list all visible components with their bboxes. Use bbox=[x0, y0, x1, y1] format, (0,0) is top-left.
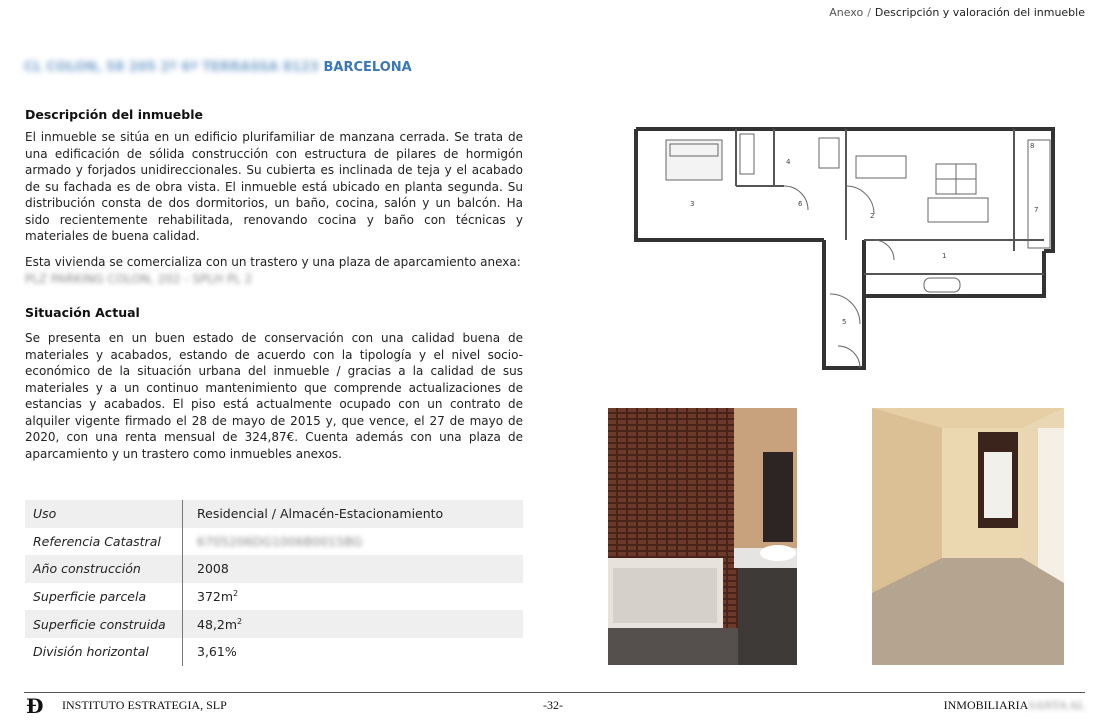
unit-exponent: 2 bbox=[237, 616, 243, 626]
property-address bbox=[24, 60, 412, 75]
table-label: División horizontal bbox=[25, 638, 183, 666]
table-value: Residencial / Almacén-Estacionamiento bbox=[183, 500, 524, 528]
table-value: 2008 bbox=[183, 555, 524, 583]
breadcrumb-current: Descripción y valoración del inmueble bbox=[874, 6, 1085, 19]
unit-exponent: 2 bbox=[233, 589, 239, 598]
table-label: Uso bbox=[25, 500, 183, 528]
table-label: Superficie construida bbox=[25, 610, 183, 638]
footer-divider bbox=[24, 692, 1085, 693]
annex-label: Esta vivienda se comercializa con un trastero y una plaza de aparcamiento anexa: bbox=[25, 255, 521, 269]
breadcrumb-section[interactable]: Anexo bbox=[829, 6, 864, 19]
plan-corridor-wall bbox=[824, 240, 864, 368]
table-label: Año construcción bbox=[25, 555, 183, 583]
footer-right bbox=[944, 698, 1085, 713]
table-row bbox=[25, 500, 523, 528]
room-number: 7 bbox=[1034, 206, 1039, 214]
situation-heading: Situación Actual bbox=[25, 305, 140, 320]
annex-redacted: PLZ PARKING COLON, 202 - SPLH PL 2 bbox=[25, 271, 253, 286]
address-city: BARCELONA bbox=[323, 60, 412, 75]
room-number: 4 bbox=[786, 158, 791, 166]
table-row bbox=[25, 610, 523, 638]
address-redacted: CL COLON, 58 205 2º 6ª TERRASSA 8123 bbox=[24, 60, 319, 75]
plan-left-wall bbox=[636, 129, 824, 240]
property-data-table bbox=[25, 500, 523, 666]
table-label: Referencia Catastral bbox=[25, 528, 183, 556]
breadcrumb bbox=[829, 6, 1085, 19]
table-row bbox=[25, 638, 523, 666]
table-row bbox=[25, 583, 523, 611]
room-number: 5 bbox=[842, 318, 847, 326]
floor-plan bbox=[634, 126, 1058, 370]
bathroom-photo bbox=[608, 408, 797, 665]
table-label: Superficie parcela bbox=[25, 583, 183, 611]
footer-right-redacted: SANTA AL bbox=[1028, 698, 1085, 712]
footer-right-label: INMOBILIARIA bbox=[943, 698, 1029, 712]
situation-paragraph: Se presenta en un buen estado de conservación con una calidad buena de materiales y acabados, estando de acuerdo con la tipología y el nivel socio-económico de la situación urbana del inmueble / gracias a la calidad de sus materiales y a un continuo mantenimiento que comprende actualizaciones de estancias y acabados. El piso está actualmente ocupado con un contrato de alquiler vigente firmado el 28 de mayo de 2015 y, que vence, el 27 de mayo de 2020, con una renta mensual de 324,87€. Cuenta además con una plaza de aparcamiento y un trastero como inmuebles anexos. bbox=[25, 331, 523, 461]
description-paragraph: El inmueble se sitúa en un edificio plurifamiliar de manzana cerrada. Se trata de una edificación de sólida construcción con estructura de pilares de hormigón armado y forjados unidireccionales. Su cubierta es inclinada de teja y el acabado de su fachada es de obra vista. El inmueble está ubicado en planta segunda. Su distribución consta de dos dormitorios, un baño, cocina, salón y un balcón. Ha sido recientemente rehabilitada, renovando cocina y baño con técnicas y materiales de buena calidad. bbox=[25, 130, 523, 243]
table-value: 3,61% bbox=[197, 644, 237, 660]
breadcrumb-separator: / bbox=[867, 6, 871, 19]
room-number: 8 bbox=[1030, 142, 1035, 150]
bedroom-photo bbox=[872, 408, 1064, 665]
cadastral-reference-redacted: 6705206DG1006B0015BG bbox=[197, 533, 363, 549]
table-row bbox=[25, 555, 523, 583]
table-value: 48,2m bbox=[197, 616, 238, 632]
company-logo: Ð bbox=[26, 694, 44, 718]
room-number: 1 bbox=[942, 252, 947, 260]
footer-company: INSTITUTO ESTRATEGIA, SLP bbox=[62, 698, 227, 712]
room-number: 2 bbox=[870, 212, 875, 220]
room-number: 3 bbox=[690, 200, 695, 208]
table-value: 372m bbox=[197, 589, 234, 605]
description-heading: Descripción del inmueble bbox=[25, 107, 203, 122]
table-row bbox=[25, 528, 523, 556]
page-number: -32- bbox=[543, 698, 563, 712]
room-number: 6 bbox=[798, 200, 803, 208]
annex-paragraph bbox=[25, 254, 523, 287]
